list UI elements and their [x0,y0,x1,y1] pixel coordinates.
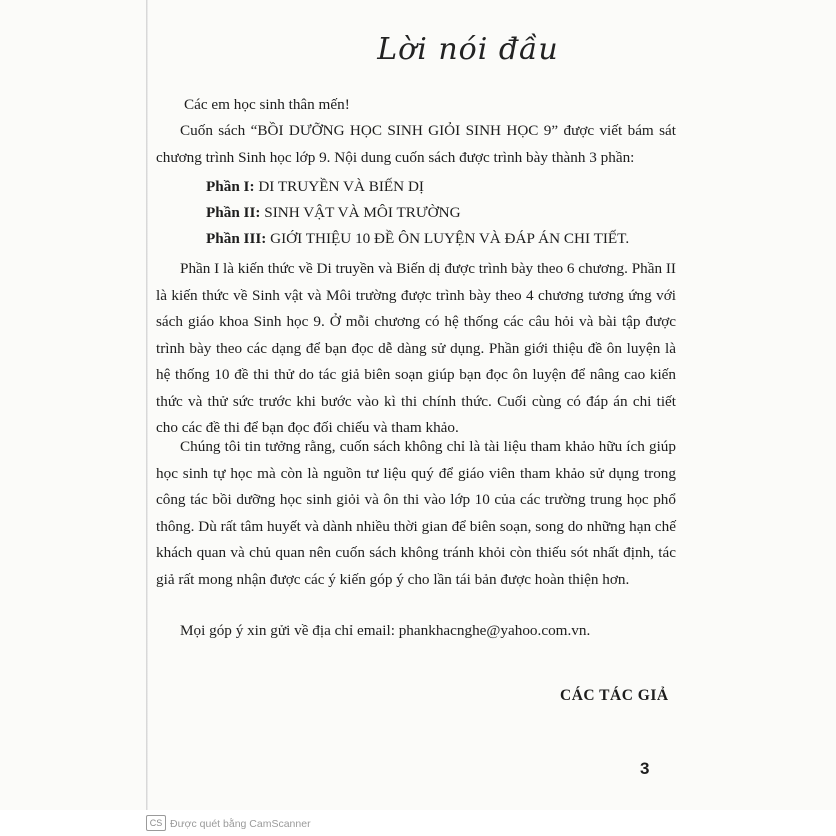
author-signature: CÁC TÁC GIẢ [560,687,669,704]
camscanner-logo-icon: CS [146,815,166,831]
page-edge-shadow [146,0,148,836]
part-text: DI TRUYỀN VÀ BIẾN DỊ [254,178,424,195]
page-number: 3 [640,759,650,778]
paragraph-2: Chúng tôi tin tưởng rằng, cuốn sách không chỉ là tài liệu tham khảo hữu ích giúp học sinh tự học mà còn là nguồn tư liệu quý để giáo viên tham khảo sử dụng trong công tác bồi dưỡng học sinh giỏi và ôn thi vào lớp 10 của các trường trung học phổ thông. Dù rất tâm huyết và dành nhiều thời gian để biên soạn, song do những hạn chế khách quan và chủ quan nên cuốn sách không tránh khỏi còn thiếu sót nhất định, tác giả rất mong nhận được các ý kiến góp ý cho lần tái bản được hoàn thiện hơn. [156,438,676,588]
part-label: Phần I: [206,178,255,195]
part-text: SINH VẬT VÀ MÔI TRƯỜNG [260,204,461,221]
part-text: GIỚI THIỆU 10 ĐỀ ÔN LUYỆN VÀ ĐÁP ÁN CHI TIẾT. [266,230,630,247]
greeting-block [156,92,676,119]
part-label: Phần II: [206,204,261,221]
intro-paragraph: Cuốn sách “BỒI DƯỠNG HỌC SINH GIỎI SINH HỌC 9” được viết bám sát chương trình Sinh học lớp 9. Nội dung cuốn sách được trình bày thành 3 phần: [156,122,676,166]
greeting: Các em học sinh thân mến! [184,96,350,113]
contact-line: Mọi góp ý xin gửi về địa chỉ email: phankhacnghe@yahoo.com.vn. [180,622,591,639]
paragraph-1-block [156,256,676,442]
part-item-2 [206,204,461,222]
scanner-footer [0,810,836,836]
part-label: Phần III: [206,230,267,247]
page-title: Lời nói đầu [377,32,559,67]
part-item-3 [206,230,629,248]
contact-block [156,618,676,645]
paragraph-1: Phần I là kiến thức về Di truyền và Biến dị được trình bày theo 6 chương. Phần II là kiến thức về Sinh vật và Môi trường được trình bày theo 4 chương tương ứng với sách giáo khoa Sinh học 9. Ở mỗi chương có hệ thống các câu hỏi và bài tập được trình bày theo các dạng để bạn đọc dễ dàng sử dụng. Phần giới thiệu đề ôn luyện là hệ thống 10 đề thi thử do tác giả biên soạn giúp bạn đọc ôn luyện để nâng cao kiến thức và thử sức trước khi bước vào kì thi chính thức. Cuối cùng có đáp án chi tiết cho các đề thi để bạn đọc đối chiếu và tham khảo. [156,260,676,436]
intro-block [156,118,676,171]
part-item-1 [206,178,424,196]
paragraph-2-block [156,434,676,593]
scanner-watermark-text: Được quét bằng CamScanner [170,818,311,830]
